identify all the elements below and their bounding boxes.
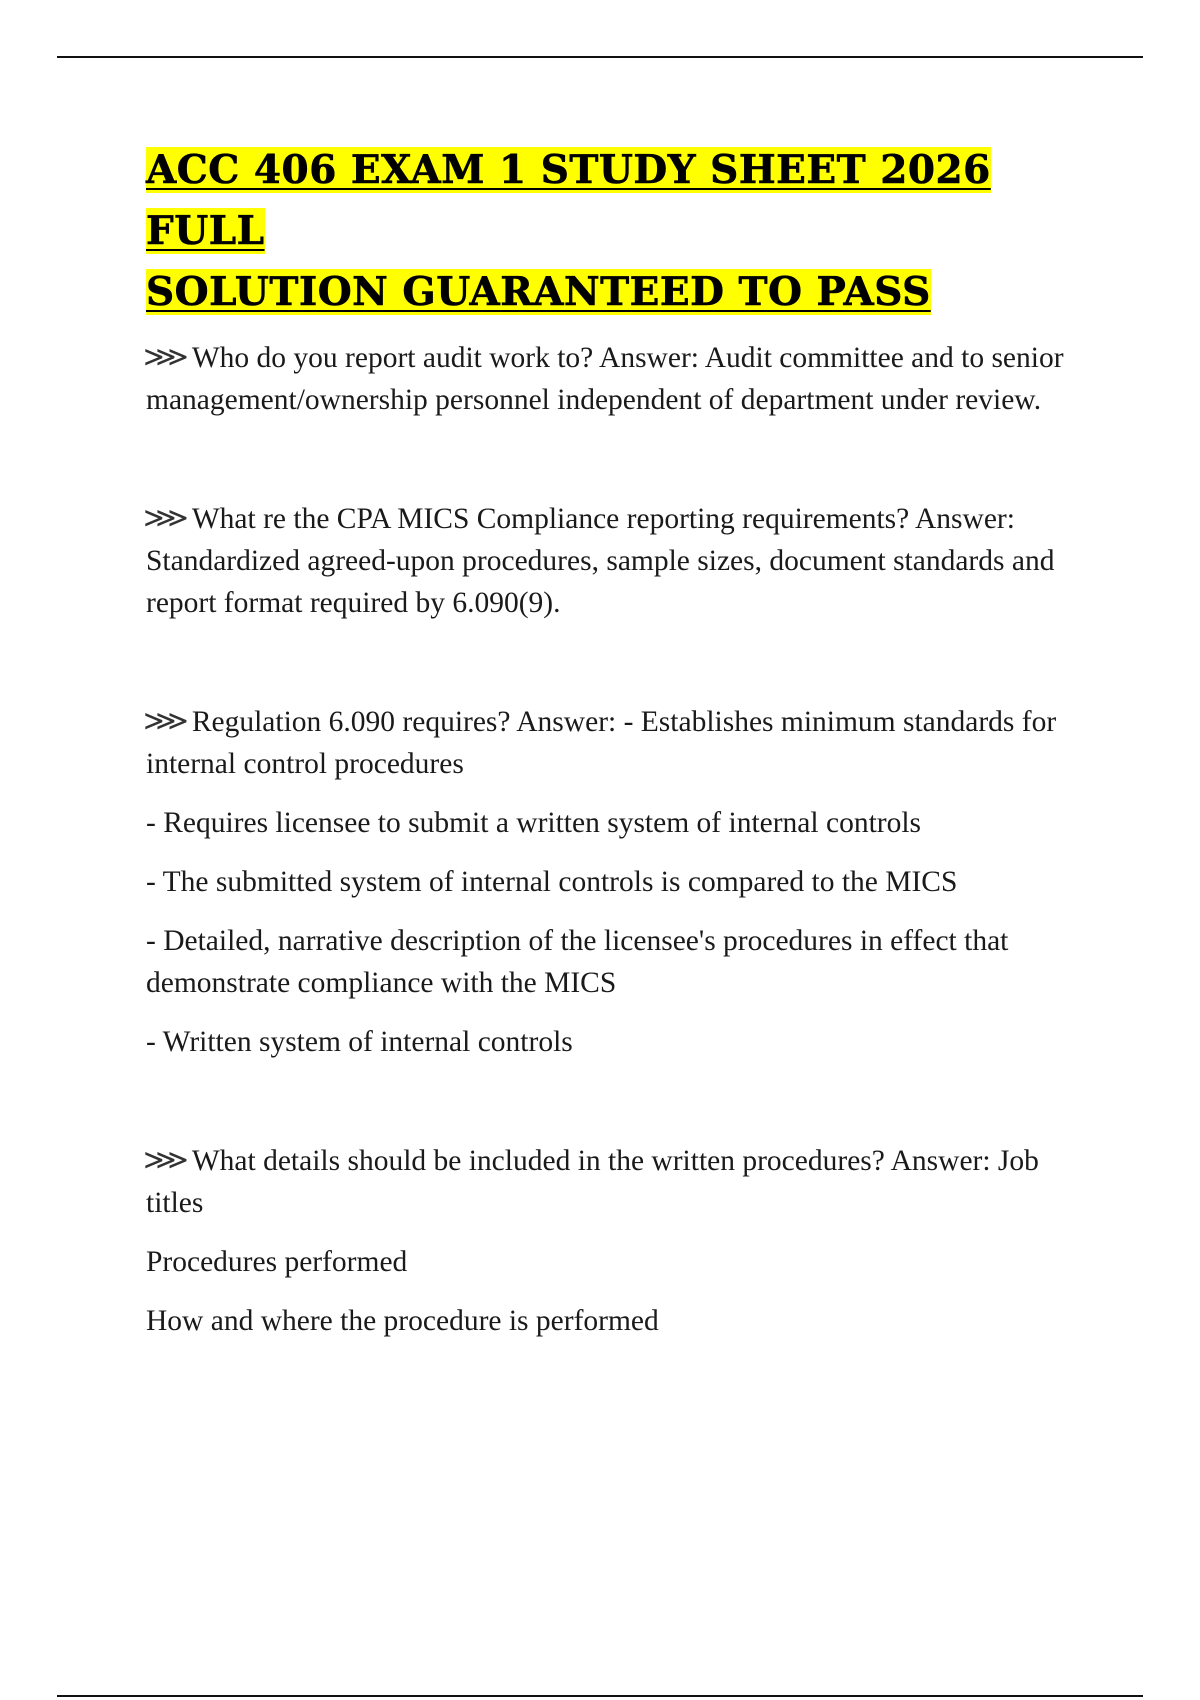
qa-paragraph [143, 700, 1086, 785]
qa-text: Who do you report audit work to? Answer: Audit committee and to senior management/ownership personnel independent of department under review. [146, 342, 1064, 416]
qa-line: - Detailed, narrative description of the licensee's procedures in effect that demonstrate compliance with the MICS [146, 925, 1009, 999]
qa-line: - The submitted system of internal controls is compared to the MICS [146, 866, 958, 898]
qa-line: - Written system of internal controls [146, 1026, 573, 1058]
qa-line: How and where the procedure is performed [146, 1305, 659, 1337]
qa-text: What details should be included in the written procedures? Answer: Job titles [146, 1145, 1039, 1219]
qa-text: What re the CPA MICS Compliance reporting requirements? Answer: Standardized agreed-upon procedures, sample sizes, document standards and report format required by 6.090(9). [146, 503, 1055, 619]
qa-item [143, 700, 1086, 1063]
qa-item [143, 497, 1086, 624]
qa-line: - Requires licensee to submit a written system of internal controls [146, 807, 922, 839]
title-line-1: ACC 406 EXAM 1 STUDY SHEET 2026 FULL [146, 147, 991, 254]
qa-paragraph [143, 497, 1086, 624]
qa-item [143, 336, 1086, 421]
title-line-2: SOLUTION GUARANTEED TO PASS [146, 269, 931, 315]
qa-item [143, 1139, 1086, 1342]
qa-line: Procedures performed [146, 1246, 408, 1278]
qa-list [143, 336, 1086, 1418]
top-rule [57, 56, 1143, 58]
bottom-rule [57, 1695, 1143, 1697]
document-title [146, 140, 1046, 323]
triple-arrow-icon: ⋙ [143, 704, 189, 737]
qa-paragraph [143, 336, 1086, 421]
triple-arrow-icon: ⋙ [143, 340, 189, 373]
triple-arrow-icon: ⋙ [143, 1143, 189, 1176]
qa-text: Regulation 6.090 requires? Answer: - Establishes minimum standards for internal control procedures [146, 706, 1057, 780]
triple-arrow-icon: ⋙ [143, 501, 189, 534]
qa-paragraph [143, 1139, 1086, 1224]
